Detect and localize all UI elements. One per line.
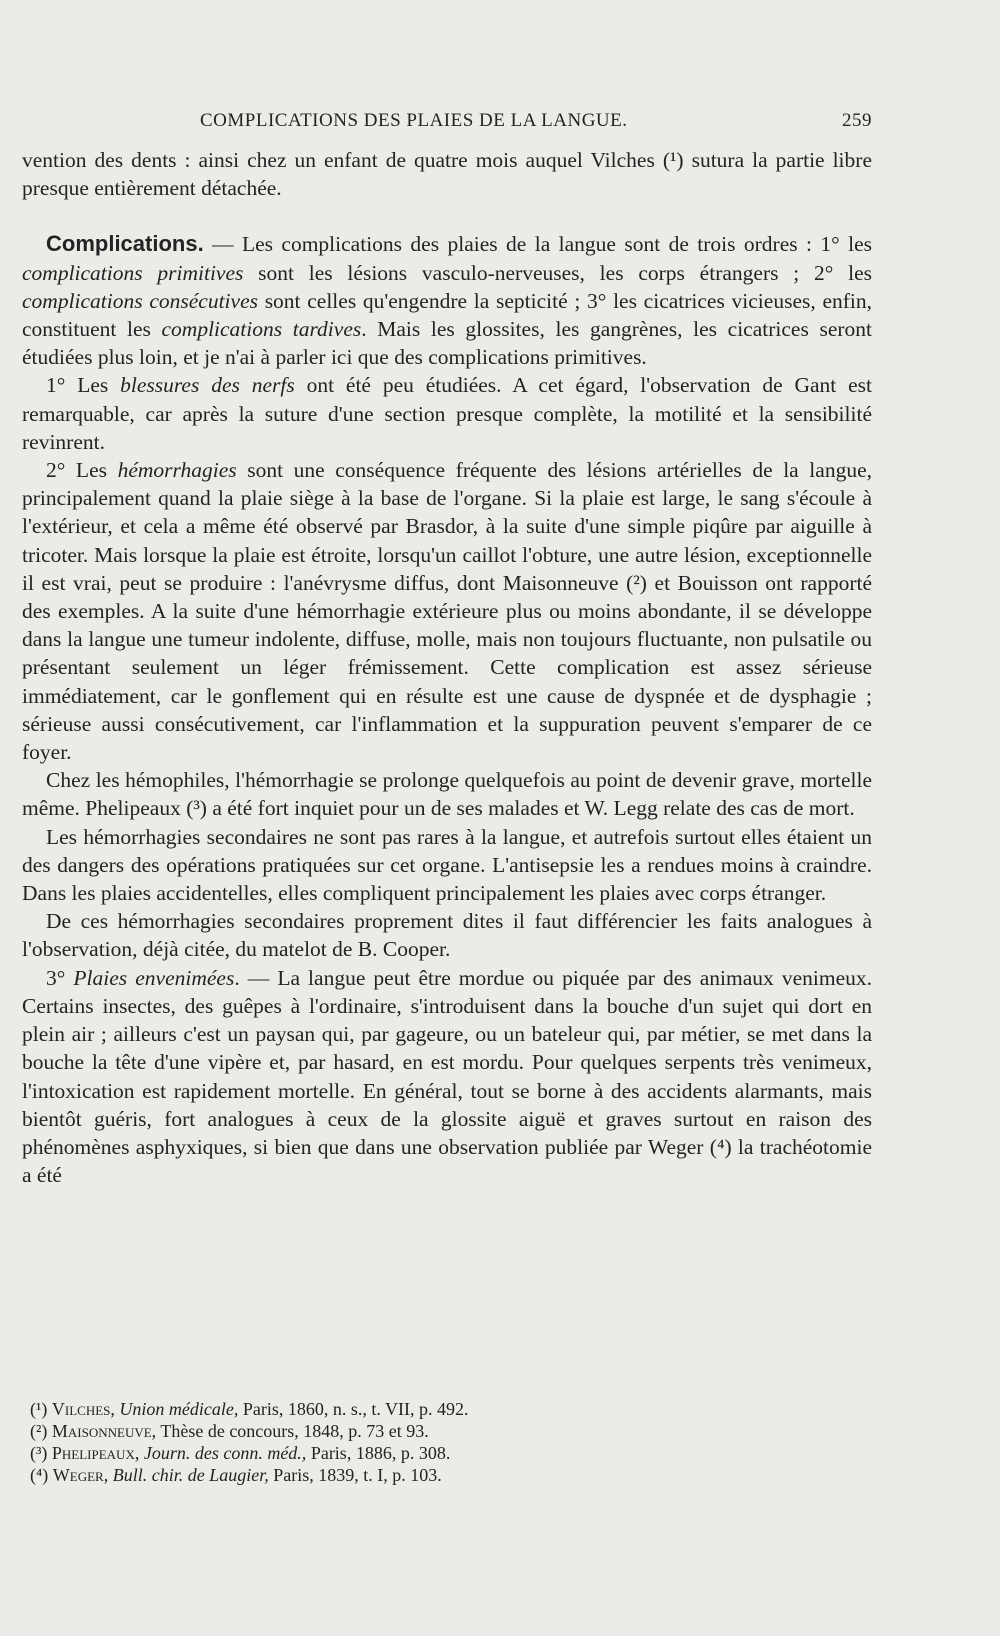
- paragraph-envenimees: 3° Plaies envenimées. — La langue peut être mordue ou piquée par des animaux venimeux. Certains insectes, des guêpes à l'ordinaire, s'introduisent dans la bouche d'un sujet qui dort en plein air ; ailleurs c'est un paysan qui, par gageure, ou un bateleur qui, par métier, se met dans la bouche la tête d'une vipère et, par hasard, en est mordu. Pour quelques serpents très venimeux, l'intoxication est rapidement mortelle. En général, tout se borne à des accidents alarmants, mais bientôt guéris, fort analogues à ceux de la glossite aiguë et graves surtout en raison des phénomènes asphyxiques, si bien que dans une observation publiée par Weger (⁴) la trachéotomie a été: [22, 965, 872, 1188]
- page-number: 259: [842, 110, 872, 131]
- paragraph-nerfs: 1° Les blessures des nerfs ont été peu étudiées. A cet égard, l'observation de Gant est remarquable, car après la suture d'une section presque complète, la motilité et la sensibilité revinrent.: [22, 373, 872, 454]
- paragraph-1: vention des dents : ainsi chez un enfant de quatre mois auquel Vilches (¹) sutura la partie libre presque entièrement détachée.: [22, 148, 872, 201]
- section-heading: Complications.: [46, 231, 204, 257]
- footnote-4: (⁴) Weger, Bull. chir. de Laugier, Paris, 1839, t. I, p. 103.: [30, 1465, 442, 1485]
- running-head: [22, 110, 872, 136]
- paragraph-cooper: De ces hémorrhagies secondaires proprement dites il faut différencier les faits analogues à l'observation, déjà citée, du matelot de B. Cooper.: [22, 909, 872, 962]
- footnote-1: (¹) Vilches, Union médicale, Paris, 1860, n. s., t. VII, p. 492.: [30, 1399, 469, 1419]
- running-title: COMPLICATIONS DES PLAIES DE LA LANGUE.: [200, 110, 628, 131]
- paragraph-secondaires: Les hémorrhagies secondaires ne sont pas rares à la langue, et autrefois surtout elles étaient un des dangers des opérations pratiquées sur cet organe. L'antisepsie les a rendues moins à craindre. Dans les plaies accidentelles, elles compliquent principalement les plaies avec corps étranger.: [22, 824, 872, 906]
- paragraph-gap: [22, 202, 872, 230]
- paragraph-complications: Complications. — Les complications des plaies de la langue sont de trois ordres : 1° les complications primitives sont les lésions vasculo-nerveuses, les corps étrangers ; 2° les complications consécutives sont celles qu'engendre la septicité ; 3° les cicatrices vicieuses, enfin, constituent les complications tardives. Mais les glossites, les gangrènes, les cicatrices seront étudiées plus loin, et je n'ai à parler ici que des complications primitives.: [22, 231, 872, 370]
- footnote-2: (²) Maisonneuve, Thèse de concours, 1848, p. 73 et 93.: [30, 1421, 429, 1441]
- footnote-3: (³) Phelipeaux, Journ. des conn. méd., Paris, 1886, p. 308.: [30, 1443, 451, 1463]
- body-text: [22, 146, 872, 1189]
- paragraph-hemophiles: Chez les hémophiles, l'hémorrhagie se prolonge quelquefois au point de devenir grave, mortelle même. Phelipeaux (³) a été fort inquiet pour un de ses malades et W. Legg relate des cas de mort.: [22, 768, 872, 821]
- paragraph-hemorrhagies: 2° Les hémorrhagies sont une conséquence fréquente des lésions artérielles de la langue, principalement quand la plaie siège à la base de l'organe. Si la plaie est large, le sang s'écoule à l'extérieur, et cela a même été observé par Brasdor, à la suite d'une simple piqûre par aiguille à tricoter. Mais lorsque la plaie est étroite, lorsqu'un caillot l'obture, une autre lésion, exceptionnelle il est vrai, peut se produire : l'anévrysme diffus, dont Maisonneuve (²) et Bouisson ont rapporté des exemples. A la suite d'une hémorrhagie extérieure plus ou moins abondante, il se développe dans la langue une tumeur indolente, diffuse, molle, mais non toujours fluctuante, non pulsatile ou présentant seulement un léger frémissement. Cette complication est assez sérieuse immédiatement, car le gonflement qui en résulte est une cause de dyspnée et de dysphagie ; sérieuse aussi consécutivement, car l'inflammation et la suppuration peuvent s'emparer de ce foyer.: [22, 458, 872, 765]
- footnotes: [30, 1398, 730, 1486]
